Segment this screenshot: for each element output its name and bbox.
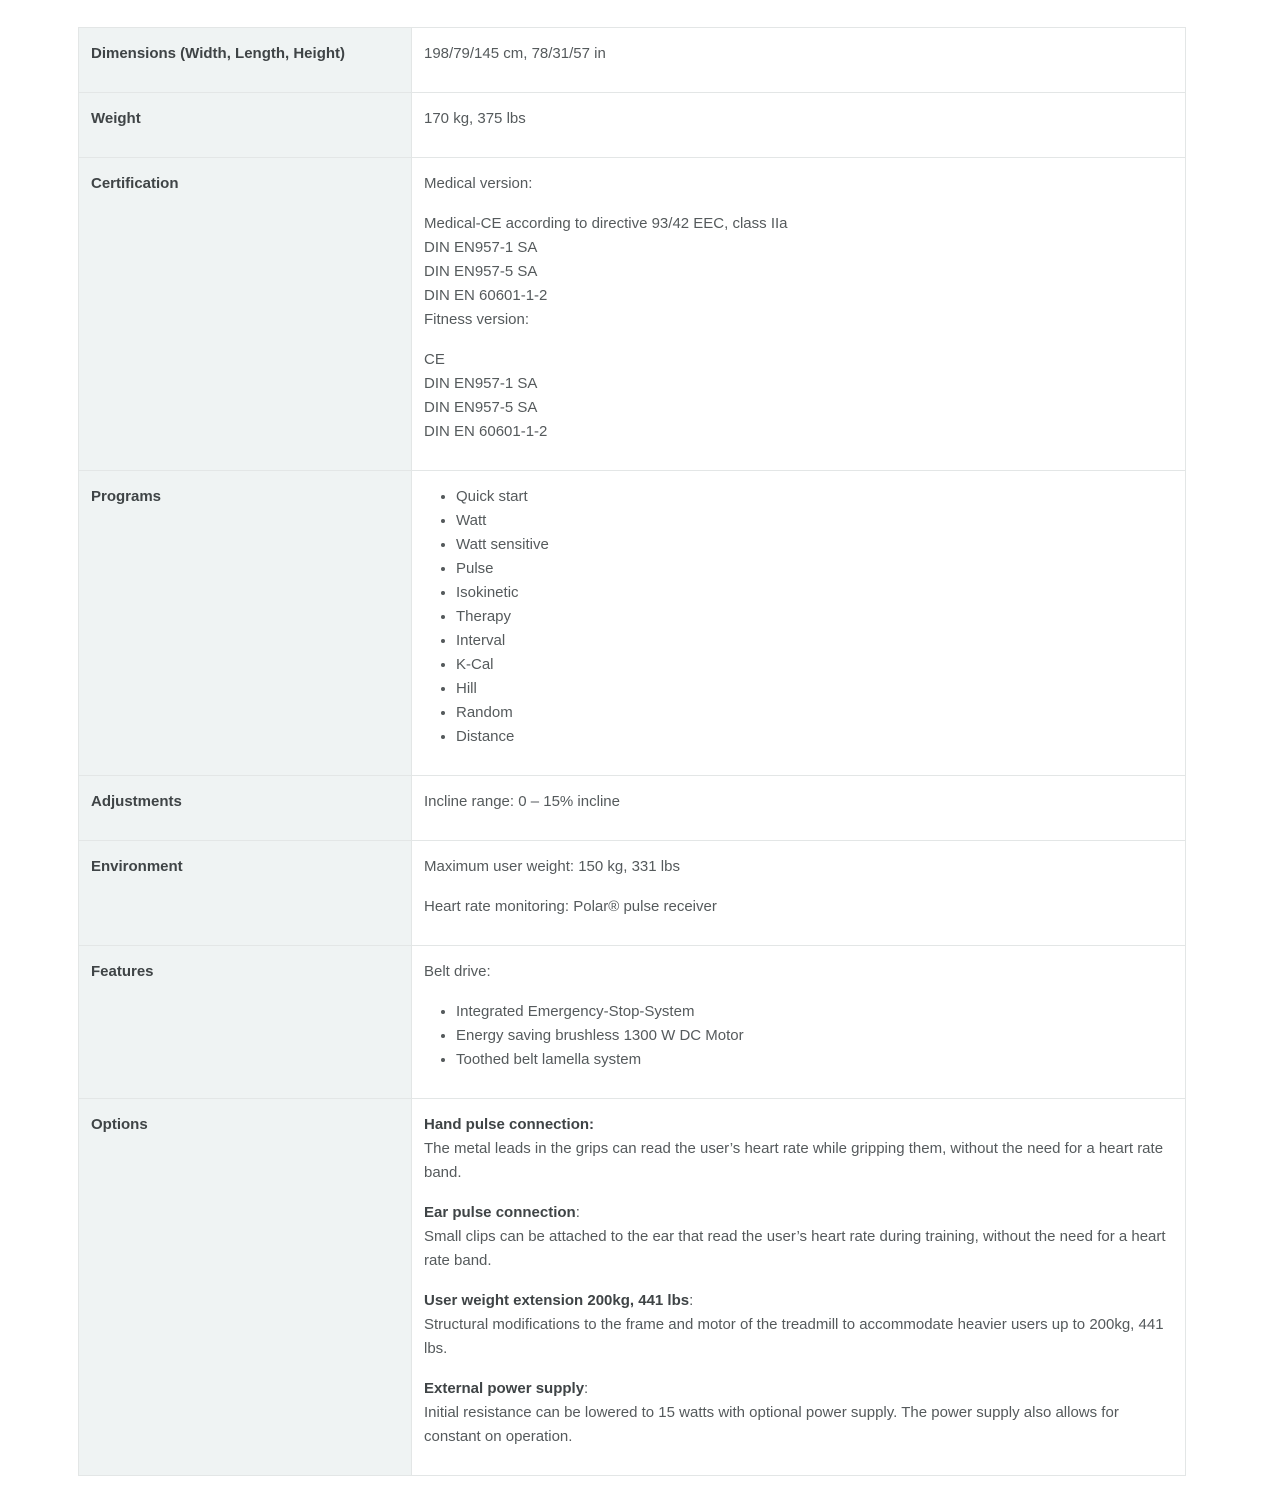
list-item: • Watt sensitive bbox=[456, 533, 1173, 557]
list-item: • Therapy bbox=[456, 605, 1173, 629]
option-entry bbox=[424, 1377, 1173, 1449]
cert-line: DIN EN957-5 SA bbox=[424, 263, 538, 280]
belt-drive-heading: Belt drive: bbox=[424, 963, 491, 980]
spec-row-features bbox=[79, 946, 1186, 1099]
spec-value: 198/79/145 cm, 78/31/57 in bbox=[412, 28, 1186, 93]
spec-value: Incline range: 0 – 15% incline bbox=[412, 776, 1186, 841]
spec-row-adjustments bbox=[79, 776, 1186, 841]
option-title-suffix: : bbox=[575, 1204, 580, 1221]
medical-version-list bbox=[424, 212, 1173, 332]
spec-label: Dimensions (Width, Length, Height) bbox=[79, 28, 412, 93]
option-title: External power supply bbox=[424, 1380, 585, 1397]
option-title-suffix: : bbox=[584, 1380, 589, 1397]
option-title: Ear pulse connection bbox=[424, 1204, 576, 1221]
features-list bbox=[424, 1000, 1173, 1072]
list-item: • Energy saving brushless 1300 W DC Motor bbox=[456, 1024, 1173, 1048]
option-entry bbox=[424, 1201, 1173, 1273]
heart-rate-monitoring: Heart rate monitoring: Polar® pulse receiver bbox=[424, 898, 717, 915]
option-title-suffix: : bbox=[689, 1292, 694, 1309]
list-item: • Watt bbox=[456, 509, 1173, 533]
programs-list bbox=[424, 485, 1173, 749]
medical-version-heading: Medical version: bbox=[424, 175, 533, 192]
spec-value bbox=[412, 471, 1186, 776]
option-entry bbox=[424, 1113, 1173, 1185]
spec-value bbox=[412, 1099, 1186, 1476]
option-text: Structural modifications to the frame and motor of the treadmill to accommodate heavier users up to 200kg, 441 lbs. bbox=[424, 1316, 1164, 1357]
list-item: • Pulse bbox=[456, 557, 1173, 581]
cert-line: DIN EN957-5 SA bbox=[424, 399, 538, 416]
option-text: Initial resistance can be lowered to 15 watts with optional power supply. The power supply also allows for constant on operation. bbox=[424, 1404, 1119, 1445]
spec-row-programs bbox=[79, 471, 1186, 776]
option-entry bbox=[424, 1289, 1173, 1361]
spec-label: Environment bbox=[79, 841, 412, 946]
cert-line: DIN EN 60601-1-2 bbox=[424, 423, 548, 440]
spec-label: Features bbox=[79, 946, 412, 1099]
list-item: • Isokinetic bbox=[456, 581, 1173, 605]
cert-line: Medical-CE according to directive 93/42 EEC, class IIa bbox=[424, 215, 788, 232]
cert-line: DIN EN957-1 SA bbox=[424, 239, 538, 256]
list-item: • Hill bbox=[456, 677, 1173, 701]
spec-label: Options bbox=[79, 1099, 412, 1476]
fitness-version-heading: Fitness version: bbox=[424, 311, 530, 328]
spec-label: Adjustments bbox=[79, 776, 412, 841]
option-title: User weight extension 200kg, 441 lbs bbox=[424, 1292, 690, 1309]
option-text: The metal leads in the grips can read the user’s heart rate while gripping them, without the need for a heart rate band. bbox=[424, 1140, 1164, 1181]
option-title: Hand pulse connection: bbox=[424, 1116, 595, 1133]
spec-row-certification bbox=[79, 158, 1186, 471]
list-item: • Random bbox=[456, 701, 1173, 725]
fitness-version-list bbox=[424, 348, 1173, 444]
list-item: • Interval bbox=[456, 629, 1173, 653]
cert-line: DIN EN 60601-1-2 bbox=[424, 287, 548, 304]
cert-line: DIN EN957-1 SA bbox=[424, 375, 538, 392]
spec-value bbox=[412, 158, 1186, 471]
spec-row-environment bbox=[79, 841, 1186, 946]
spec-row-options bbox=[79, 1099, 1186, 1476]
spec-value bbox=[412, 946, 1186, 1099]
option-text: Small clips can be attached to the ear that read the user’s heart rate during training, without the need for a heart rate band. bbox=[424, 1228, 1166, 1269]
list-item: • Quick start bbox=[456, 485, 1173, 509]
spec-value: 170 kg, 375 lbs bbox=[412, 93, 1186, 158]
list-item: • Distance bbox=[456, 725, 1173, 749]
cert-line: CE bbox=[424, 351, 445, 368]
list-item: • Toothed belt lamella system bbox=[456, 1048, 1173, 1072]
spec-label: Weight bbox=[79, 93, 412, 158]
spec-table bbox=[78, 27, 1186, 1476]
spec-label: Certification bbox=[79, 158, 412, 471]
list-item: • K-Cal bbox=[456, 653, 1173, 677]
spec-value bbox=[412, 841, 1186, 946]
list-item: • Integrated Emergency-Stop-System bbox=[456, 1000, 1173, 1024]
spec-label: Programs bbox=[79, 471, 412, 776]
spec-row-dimensions bbox=[79, 28, 1186, 93]
spec-row-weight bbox=[79, 93, 1186, 158]
max-user-weight: Maximum user weight: 150 kg, 331 lbs bbox=[424, 858, 680, 875]
